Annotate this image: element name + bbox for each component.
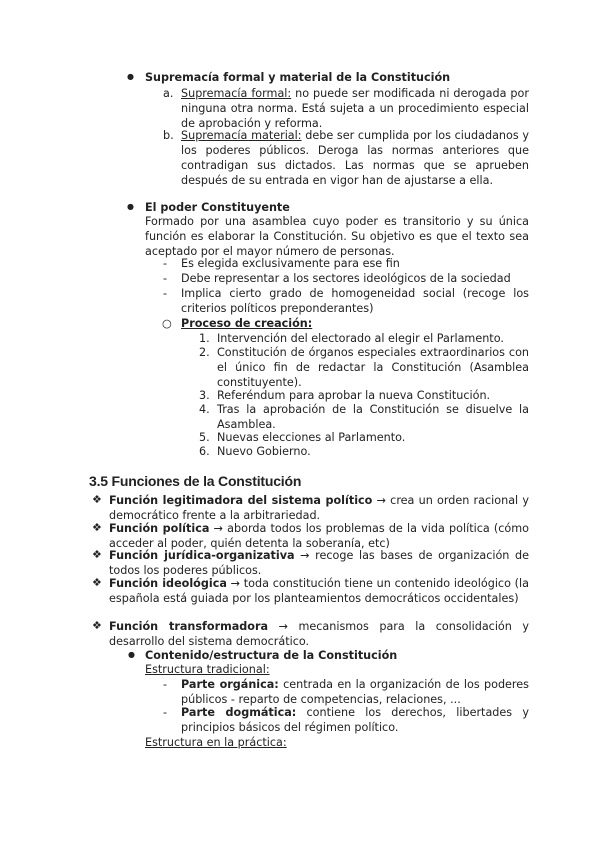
bullet-icon: ● bbox=[127, 72, 134, 81]
dash-item: Implica cierto grado de homogeneidad social (recoge los criterios políticos preponderantes) bbox=[181, 287, 529, 316]
contenido-title: Contenido/estructura de la Constitución bbox=[145, 649, 398, 662]
function-term: Función legitimadora del sistema político bbox=[109, 494, 373, 507]
parte-dogmatica-term: Parte dogmática: bbox=[181, 706, 297, 719]
step-number: 4. bbox=[199, 403, 210, 416]
step-number: 6. bbox=[199, 445, 210, 458]
estructura-practica: Estructura en la práctica: bbox=[145, 736, 287, 749]
function-item bbox=[109, 521, 529, 551]
parte-dogmatica bbox=[181, 705, 529, 735]
function-text: crea un orden racional y democrático frente a la arbitrariedad. bbox=[109, 494, 530, 523]
function-term: Función jurídica-organizativa bbox=[109, 549, 295, 562]
parte-organica-term: Parte orgánica: bbox=[181, 678, 279, 691]
dash-marker: - bbox=[163, 257, 168, 270]
bullet-icon: ● bbox=[128, 650, 135, 659]
arrow-icon: → bbox=[213, 522, 223, 535]
function-text: recoge las bases de organización de todos los poderes públicos. bbox=[109, 549, 529, 578]
proceso-step: Nuevo Gobierno. bbox=[217, 445, 311, 458]
function-item bbox=[109, 548, 529, 578]
function-text: mecanismos para la consolidación y desarrollo del sistema democrático. bbox=[109, 620, 529, 649]
list-marker-a: a. bbox=[163, 87, 174, 100]
function-item bbox=[109, 576, 529, 606]
function-item bbox=[109, 619, 529, 649]
estructura-tradicional: Estructura tradicional: bbox=[145, 663, 270, 676]
parte-dogmatica-text: contiene los derechos, libertades y principios básicos del régimen político. bbox=[181, 706, 530, 735]
proceso-step: Nuevas elecciones al Parlamento. bbox=[217, 431, 406, 444]
step-number: 1. bbox=[199, 332, 210, 345]
parte-organica-text: centrada en la organización de los poderes públicos - reparto de competencias, relaciones, ... bbox=[181, 678, 529, 707]
arrow-icon: → bbox=[300, 549, 310, 562]
proceso-step: Referéndum para aprobar la nueva Constitución. bbox=[217, 389, 491, 402]
poder-intro: Formado por una asamblea cuyo poder es transitorio y su única función es elaborar la Constitución. Su objetivo es que el texto sea aceptado por el mayor número de personas. bbox=[145, 215, 529, 259]
function-item bbox=[109, 493, 529, 523]
bullet-icon: ● bbox=[127, 202, 134, 211]
function-term: Función ideológica bbox=[109, 577, 227, 590]
poder-title: El poder Constituyente bbox=[145, 201, 290, 214]
arrow-icon: → bbox=[376, 494, 386, 507]
dash-item: Debe representar a los sectores ideológicos de la sociedad bbox=[181, 272, 511, 285]
parte-organica bbox=[181, 677, 529, 707]
arrow-icon: → bbox=[230, 577, 241, 590]
supremacia-formal-text: no puede ser modificada ni derogada por ninguna otra norma. Está sujeta a un procedimiento especial de aprobación y reforma. bbox=[181, 87, 529, 131]
list-marker-b: b. bbox=[163, 129, 174, 142]
supremacia-title: Supremacía formal y material de la Constitución bbox=[145, 71, 451, 84]
diamond-bullet-icon: ❖ bbox=[92, 576, 102, 589]
proceso-step: Constitución de órganos especiales extraordinarios con el único fin de redactar la Constitución (Asamblea constituyente). bbox=[217, 346, 529, 390]
function-text: toda constitución tiene un contenido ideológico (la española está guiada por los planteamientos democráticos occidentales) bbox=[109, 577, 530, 606]
supremacia-material bbox=[181, 128, 529, 188]
proceso-step: Tras la aprobación de la Constitución se disuelve la Asamblea. bbox=[217, 403, 529, 432]
dash-marker: - bbox=[163, 272, 168, 285]
step-number: 2. bbox=[199, 346, 210, 359]
proceso-title: Proceso de creación: bbox=[181, 317, 313, 330]
dash-marker: - bbox=[163, 287, 168, 300]
dash-marker: - bbox=[163, 706, 168, 719]
supremacia-material-term: Supremacía material: bbox=[181, 129, 302, 142]
dash-item: Es elegida exclusivamente para ese fin bbox=[181, 257, 400, 270]
hollow-bullet-icon: ○ bbox=[162, 317, 172, 330]
supremacia-formal-term: Supremacía formal: bbox=[181, 87, 292, 100]
diamond-bullet-icon: ❖ bbox=[92, 619, 102, 632]
proceso-step: Intervención del electorado al elegir el Parlamento. bbox=[217, 332, 504, 345]
function-term: Función transformadora bbox=[109, 620, 269, 633]
supremacia-formal bbox=[181, 86, 529, 131]
diamond-bullet-icon: ❖ bbox=[92, 548, 102, 561]
function-text: aborda todos los problemas de la vida política (cómo acceder al poder, quién detenta la soberanía, etc) bbox=[109, 522, 529, 551]
dash-marker: - bbox=[163, 678, 168, 691]
step-number: 3. bbox=[199, 389, 210, 402]
diamond-bullet-icon: ❖ bbox=[92, 493, 102, 506]
diamond-bullet-icon: ❖ bbox=[92, 521, 102, 534]
function-term: Función política bbox=[109, 522, 210, 535]
section-heading: 3.5 Funciones de la Constitución bbox=[89, 473, 302, 489]
arrow-icon: → bbox=[278, 620, 288, 633]
step-number: 5. bbox=[199, 431, 210, 444]
supremacia-material-text: debe ser cumplida por los ciudadanos y los poderes públicos. Deroga las normas anteriores que contradigan sus dictados. Las normas que se aprueben después de su entrada en vigor han de ajustarse a ella. bbox=[181, 129, 529, 188]
